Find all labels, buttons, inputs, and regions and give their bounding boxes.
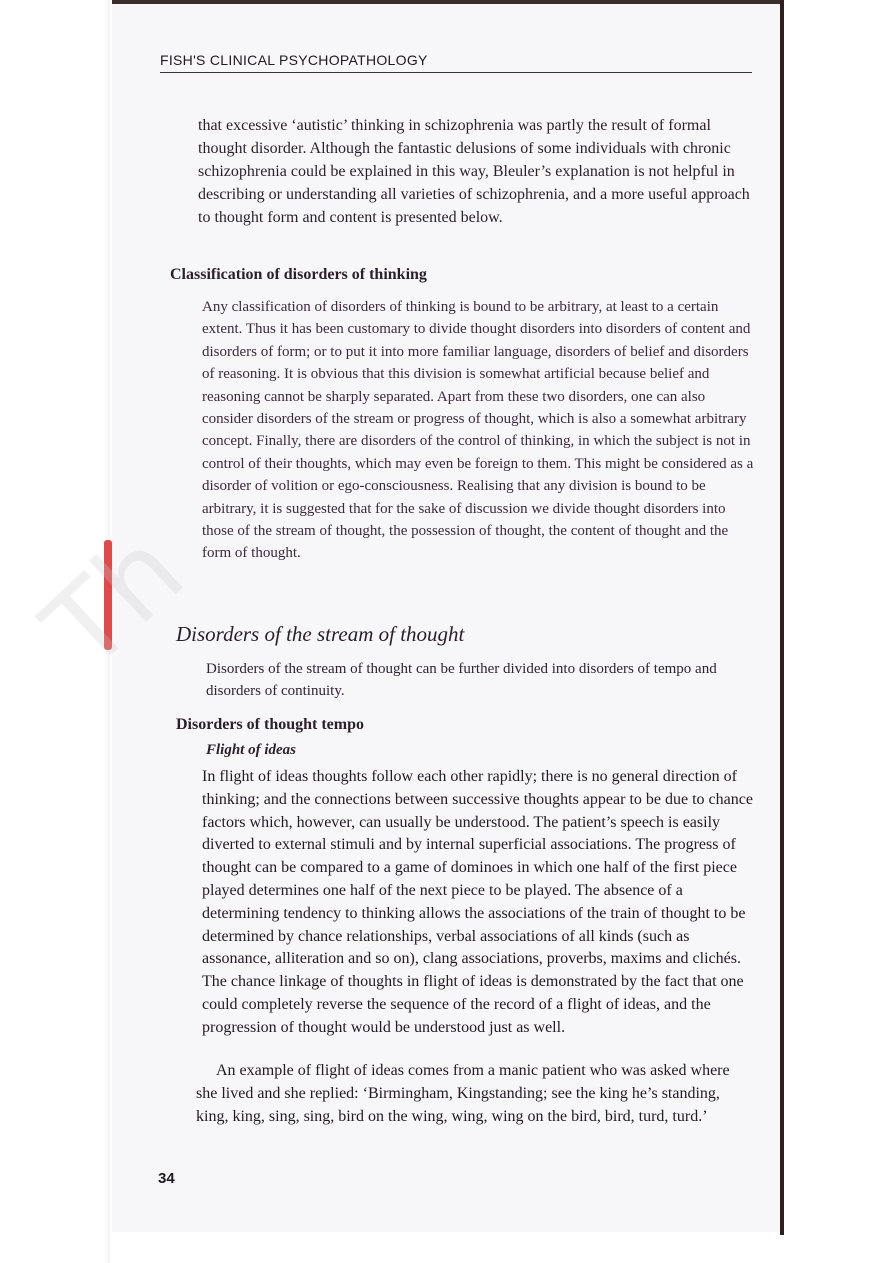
- running-header: FISH'S CLINICAL PSYCHOPATHOLOGY: [160, 52, 752, 73]
- heading-flight-of-ideas: Flight of ideas: [206, 742, 297, 758]
- classification-paragraph: Any classification of disorders of thinking is bound to be arbitrary, at least to a certain extent. Thus it has been customary to divide thought disorders into disorders of content and disorders of form; or to put it into more familiar language, disorders of belief and disorders of reasoning. It is obvious that this division is somewhat artificial because belief and reasoning cannot be sharply separated. Apart from these two disorders, one can also consider disorders of the stream or progress of thought, which is also a somewhat arbitrary concept. Finally, there are disorders of the control of thinking, in which the subject is not in control of their thoughts, which may even be foreign to them. This might be considered as a disorder of volition or ego-consciousness. Realising that any division is bound to be arbitrary, it is suggested that for the sake of discussion we divide thought disorders into those of the stream of thought, the possession of thought, the content of thought and the form of thought.: [202, 299, 754, 562]
- heading-thought-tempo: Disorders of thought tempo: [176, 716, 364, 733]
- page-left-margin: [0, 0, 110, 1263]
- page-right-margin: [782, 0, 893, 1263]
- intro-paragraph: that excessive ‘autistic’ thinking in schizophrenia was partly the result of formal thought disorder. Although the fantastic delusions of some individuals with chronic schizophrenia could be explained in this way, Bleuler’s explanation is not helpful in describing or understanding all varieties of schizophrenia, and a more useful approach to thought form and content is presented below.: [198, 117, 750, 226]
- page-tab-marker: [104, 540, 112, 650]
- page-right-edge: [780, 0, 784, 1235]
- page-number: 34: [158, 1170, 175, 1187]
- heading-classification: Classification of disorders of thinking: [170, 266, 427, 283]
- example-paragraph: An example of flight of ideas comes from a manic patient who was asked where she lived and she replied: ‘Birmingham, Kingstanding; see the king he’s standing, king, king, sing, sing, bird on the wing, wing, wing on the bird, bird, turd, turd.’: [196, 1062, 730, 1125]
- watermark-text: Th: [20, 506, 208, 694]
- book-page: [112, 4, 780, 1232]
- flight-paragraph: In flight of ideas thoughts follow each other rapidly; there is no general direction of thinking; and the connections between successive thoughts appear to be due to chance factors which, however, can usually be understood. The patient’s speech is easily diverted to external stimuli and by internal superficial associations. The progress of thought can be compared to a game of dominoes in which one half of the first piece played determines one half of the next piece to be played. The absence of a determining tendency to thinking allows the associations of the train of thought to be determined by chance relationships, verbal associations of all kinds (such as assonance, alliteration and so on), clang associations, proverbs, maxims and clichés. The chance linkage of thoughts in flight of ideas is demonstrated by the fact that one could completely reverse the sequence of the record of a flight of ideas, and the progression of thought would be understood just as well.: [202, 768, 753, 1036]
- heading-stream-of-thought: Disorders of the stream of thought: [176, 622, 465, 646]
- stream-paragraph: Disorders of the stream of thought can be further divided into disorders of tempo and disorders of continuity.: [206, 661, 717, 699]
